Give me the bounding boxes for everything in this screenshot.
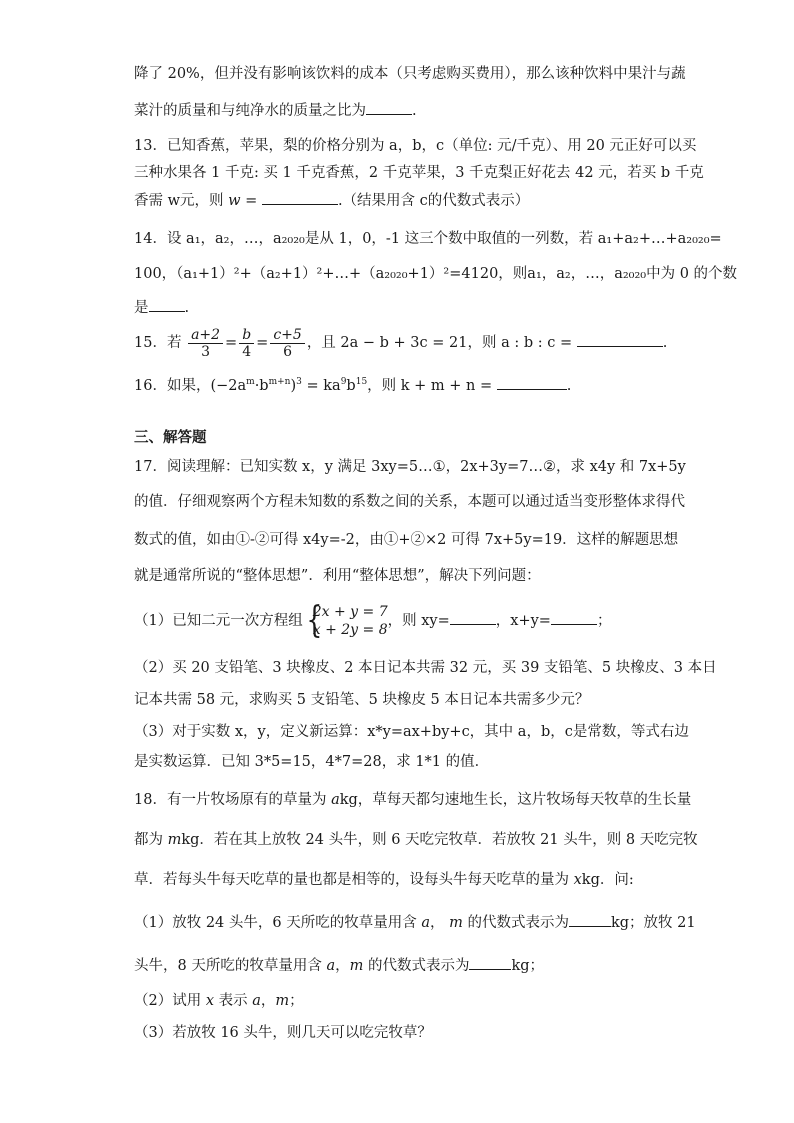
text: 15．若 (134, 335, 182, 351)
answer-blank[interactable] (450, 610, 496, 625)
question-14-line1 (134, 229, 794, 249)
question-18-part2: （2）试用 x 表示 a，m； (134, 993, 304, 1009)
question-13-line3 (134, 190, 794, 211)
text-line (134, 100, 794, 121)
text: . (662, 335, 668, 351)
text: 三种水果各 1 千克: 买 1 千克香蕉，2 千克苹果，3 千克梨正好花去 42 元，若买 b 千克 (134, 165, 704, 181)
text: 菜汁的质量和与纯净水的质量之比为 (134, 103, 366, 119)
answer-blank[interactable] (577, 332, 663, 347)
question-14-line3 (134, 297, 794, 318)
question-17-line4: 就是通常所说的“整体思想”．利用“整体思想”，解决下列问题： (134, 568, 541, 584)
answer-blank[interactable] (262, 190, 338, 205)
text: 是 (134, 300, 149, 316)
question-18-part1-line1: （1）放牧 24 头牛，6 天所吃的牧草量用含 a， m 的代数式表示为 kg；放牧 21 (134, 912, 794, 933)
text: 14．设 a₁，a₂，…，a₂₀₂₀是从 1，0，-1 这三个数中取值的一列数，若 a₁+a₂+…+a₂₀₂₀= (134, 231, 722, 247)
answer-blank[interactable] (469, 955, 511, 970)
question-18-line1: 18．有一片牧场原有的草量为 akg，草每天都匀速地生长，这片牧场每天牧草的生长量 (134, 792, 692, 808)
text: 香需 w元，则 (134, 193, 229, 209)
answer-blank[interactable] (149, 297, 185, 312)
question-17-part1: （1）已知二元一次方程组 { 2x + y = 7 x + 2y = 8 ，则 xy= ，x+y= ； (134, 600, 612, 641)
question-17-line2: 的值．仔细观察两个方程未知数的系数之间的关系，本题可以通过适当变形整体求得代 (134, 494, 685, 510)
question-17-part3-line2: 是实数运算．已知 3*5=15，4*7=28，求 1*1 的值． (134, 754, 490, 770)
text: = (240, 193, 262, 209)
text: 100，（a₁+1）²+（a₂+1）²+…+（a₂₀₂₀+1）²=4120，则a₁，a₂，…，a₂₀₂₀中为 0 的个数 (134, 266, 738, 282)
question-18-line3: 草．若每头牛每天吃草的量也都是相等的，设每头牛每天吃草的量为 xkg．问: (134, 872, 634, 888)
question-17-line1: 17．阅读理解：已知实数 x，y 满足 3xy=5…①，2x+3y=7…②，求 x4y 和 7x+5y (134, 459, 686, 475)
question-14-line2 (134, 264, 794, 284)
text: ，且 2a − b + 3c = 21，则 a : b : c = (306, 335, 577, 351)
question-17-part3-line1: （3）对于实数 x，y，定义新运算：x*y=ax+by+c，其中 a，b，c是常数，等式右边 (134, 724, 689, 740)
math-var: w (228, 193, 241, 209)
text: 16．如果，(−2a (134, 377, 247, 394)
question-16: 16．如果，$(-2a^m\cdot b^{m+n})^3 = ka^9b^{15}$，则 k + m + n = . (134, 372, 794, 396)
answer-blank[interactable] (497, 375, 567, 390)
section-title: 三、解答题 (134, 429, 207, 446)
question-18-line2: 都为 mkg．若在其上放牧 24 头牛，则 6 天吃完牧草．若放牧 21 头牛，则 8 天吃完牧 (134, 832, 698, 848)
question-18-part1-line2: 头牛，8 天所吃的牧草量用含 a，m 的代数式表示为 kg； (134, 955, 794, 976)
question-18-part3: （3）若放牧 16 头牛，则几天可以吃完牧草？ (134, 1025, 432, 1041)
fraction: $\frac{a+2}{3}$ (188, 327, 223, 360)
question-17-line3: 数式的值，如由①-②可得 x4y=-2，由①+②×2 可得 7x+5y=19．这样的解题思想 (134, 532, 679, 548)
fraction: $\frac{b}{4}$ (239, 327, 254, 360)
fraction: $\frac{c+5}{6}$ (270, 327, 304, 360)
equation-system: { 2x + y = 7 x + 2y = 8 (306, 600, 388, 641)
text: 降了 20%，但并没有影响该饮料的成本（只考虑购买费用），那么该种饮料中果汁与蔬 (134, 66, 686, 82)
text: . (412, 103, 417, 119)
question-13-line1 (134, 136, 794, 156)
answer-blank[interactable] (551, 610, 597, 625)
question-15: 15．若 $\frac{a+2}{3}$ = $\frac{b}{4}$ = $\frac{c+5}{6}$ ，且 2a − b + 3c = 21，则 a : b : c = . (134, 326, 668, 360)
question-17-part2-line1: （2）买 20 支铅笔、3 块橡皮、2 本日记本共需 32 元，买 39 支铅笔、5 块橡皮、3 本日 (134, 660, 717, 676)
question-13-line2 (134, 163, 794, 183)
question-17-part2-line2: 记本共需 58 元，求购买 5 支铅笔、5 块橡皮 5 本日记本共需多少元？ (134, 692, 590, 708)
text-line (134, 64, 794, 84)
text: 13．已知香蕉，苹果，梨的价格分别为 a，b，c（单位: 元/千克）、用 20 元正好可以买 (134, 138, 697, 154)
answer-blank[interactable] (366, 100, 412, 115)
text: .（结果用含 c的代数式表示） (337, 193, 530, 209)
text: . (184, 300, 190, 316)
answer-blank[interactable] (569, 912, 611, 927)
